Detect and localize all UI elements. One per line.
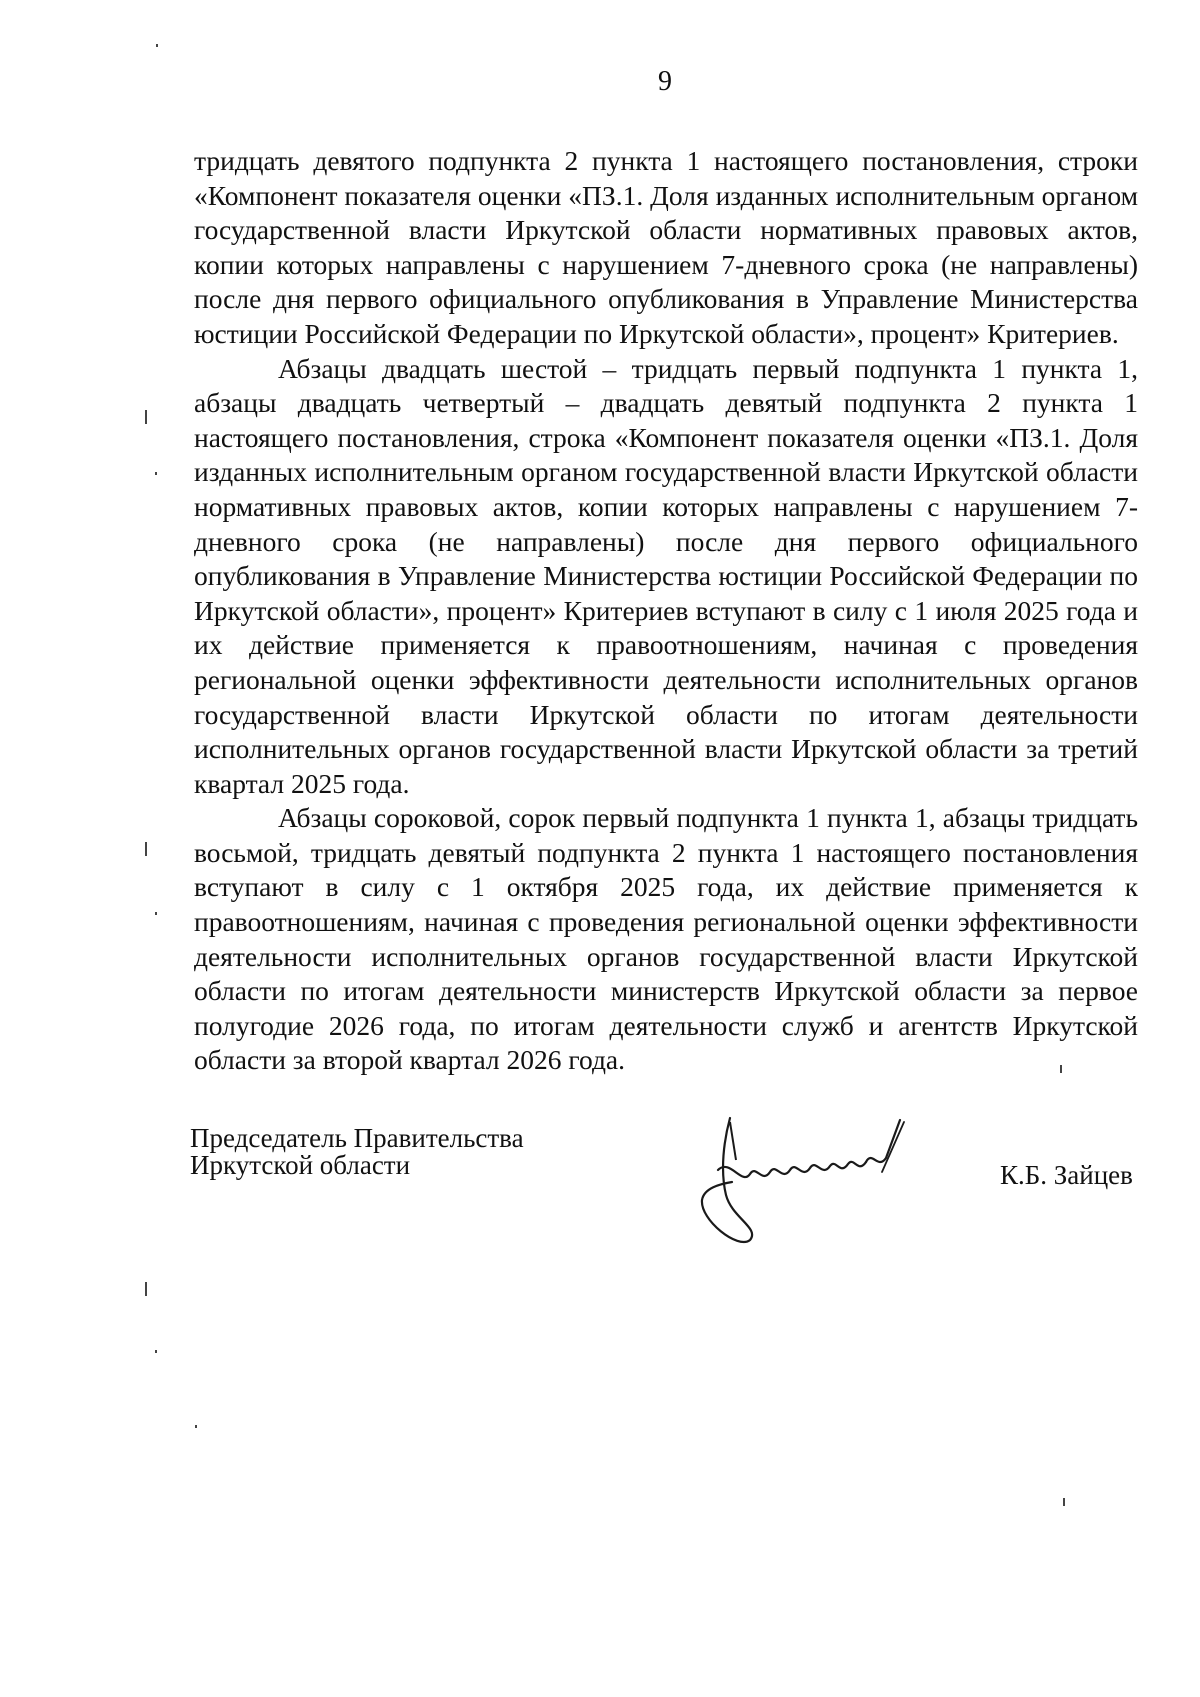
scan-speck bbox=[145, 842, 147, 856]
signatory-title-line1: Председатель Правительства bbox=[190, 1123, 524, 1153]
handwritten-signature-icon bbox=[690, 1100, 930, 1250]
scan-speck bbox=[155, 912, 157, 915]
paragraph-effective-october-2025: Абзацы сороковой, сорок первый подпункта 1 пункта 1, абзацы тридцать восьмой, тридцать девятый подпункта 2 пункта 1 настоящего постановления вступают в силу с 1 октября 2025 года, их действие применяется к правоотношениям, начиная с проведения региональной оценки эффективности деятельности исполнительных органов государственной власти Иркутской области по итогам деятельности министерств Иркутской области за первое полугодие 2026 года, по итогам деятельности служб и агентств Иркутской области за второй квартал 2026 года. bbox=[194, 802, 1138, 1076]
signatory-title bbox=[190, 1125, 524, 1179]
paragraph-continuation: тридцать девятого подпункта 2 пункта 1 настоящего постановления, строки «Компонент показателя оценки «ПЗ.1. Доля изданных исполнительным органом государственной власти Иркутской области нормативных правовых актов, копии которых направлены с нарушением 7-дневного срока (не направлены) после дня первого официального опубликования в Управление Министерства юстиции Российской Федерации по Иркутской области», процент» Критериев. bbox=[194, 145, 1138, 349]
signatory-title-line2: Иркутской области bbox=[190, 1150, 411, 1180]
scan-speck bbox=[155, 472, 157, 475]
scan-speck bbox=[155, 1350, 157, 1353]
scan-speck bbox=[145, 410, 147, 424]
scan-speck bbox=[156, 44, 158, 47]
page-number: 9 bbox=[658, 66, 672, 97]
scan-speck bbox=[145, 1282, 147, 1296]
scan-speck bbox=[1060, 1065, 1062, 1073]
body-text bbox=[194, 144, 1138, 1078]
paragraph-effective-july-2025: Абзацы двадцать шестой – тридцать первый подпункта 1 пункта 1, абзацы двадцать четвертый – двадцать девятый подпункта 2 пункта 1 настоящего постановления, строка «Компонент показателя оценки «ПЗ.1. Доля изданных исполнительным органом государственной власти Иркутской области нормативных правовых актов, копии которых направлены с нарушением 7-дневного срока (не направлены) после дня первого официального опубликования в Управление Министерства юстиции Российской Федерации по Иркутской области», процент» Критериев вступают в силу с 1 июля 2025 года и их действие применяется к правоотношениям, начиная с проведения региональной оценки эффективности деятельности исполнительных органов государственной власти Иркутской области по итогам деятельности исполнительных органов государственной власти Иркутской области за третий квартал 2025 года. bbox=[194, 352, 1138, 799]
scan-speck bbox=[195, 1425, 197, 1428]
signatory-name: К.Б. Зайцев bbox=[1000, 1160, 1133, 1190]
scan-speck bbox=[1063, 1498, 1065, 1506]
